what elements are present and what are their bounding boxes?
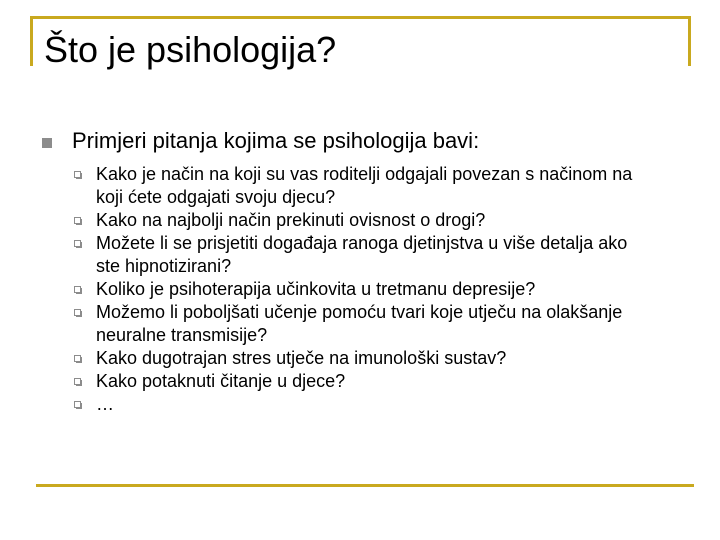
sub-bullet-item	[72, 370, 652, 393]
sub-bullet-item	[72, 163, 652, 209]
sub-bullet-text: …	[96, 394, 114, 414]
sub-bullet-text: Koliko je psihoterapija učinkovita u tretmanu depresije?	[96, 279, 536, 299]
hollow-square-bullet-icon	[74, 309, 82, 317]
sub-bullet-item	[72, 347, 652, 370]
sub-bullet-text: Kako dugotrajan stres utječe na imunološki sustav?	[96, 348, 507, 368]
title-frame-left-line	[30, 16, 33, 66]
sub-bullet-text: Možete li se prisjetiti događaja ranoga djetinjstva u više detalja ako ste hipnotizirani?	[96, 233, 628, 276]
title-frame-top-line	[30, 16, 690, 19]
bottom-divider-line	[36, 484, 694, 487]
sub-bullet-item	[72, 232, 652, 278]
slide-title: Što je psihologija?	[44, 29, 337, 70]
hollow-square-bullet-icon	[74, 217, 82, 225]
main-bullet-text: Primjeri pitanja kojima se psihologija bavi:	[72, 128, 480, 153]
title-frame-right-line	[688, 16, 691, 66]
hollow-square-bullet-icon	[74, 171, 82, 179]
hollow-square-bullet-icon	[74, 401, 82, 409]
hollow-square-bullet-icon	[74, 378, 82, 386]
sub-bullet-text: Kako na najbolji način prekinuti ovisnost o drogi?	[96, 210, 486, 230]
sub-bullet-item	[72, 209, 652, 232]
hollow-square-bullet-icon	[74, 286, 82, 294]
sub-bullet-item	[72, 393, 652, 416]
square-bullet-icon	[42, 138, 52, 148]
sub-bullet-text: Kako potaknuti čitanje u djece?	[96, 371, 346, 391]
hollow-square-bullet-icon	[74, 240, 82, 248]
sub-bullet-text: Možemo li poboljšati učenje pomoću tvari koje utječu na olakšanje neuralne transmisije?	[96, 302, 623, 345]
sub-bullet-text: Kako je način na koji su vas roditelji odgajali povezan s načinom na koji ćete odgajati svoju djecu?	[96, 164, 633, 207]
hollow-square-bullet-icon	[74, 355, 82, 363]
sub-bullet-item	[72, 278, 652, 301]
sub-bullet-list	[72, 163, 652, 416]
sub-bullet-item	[72, 301, 652, 347]
